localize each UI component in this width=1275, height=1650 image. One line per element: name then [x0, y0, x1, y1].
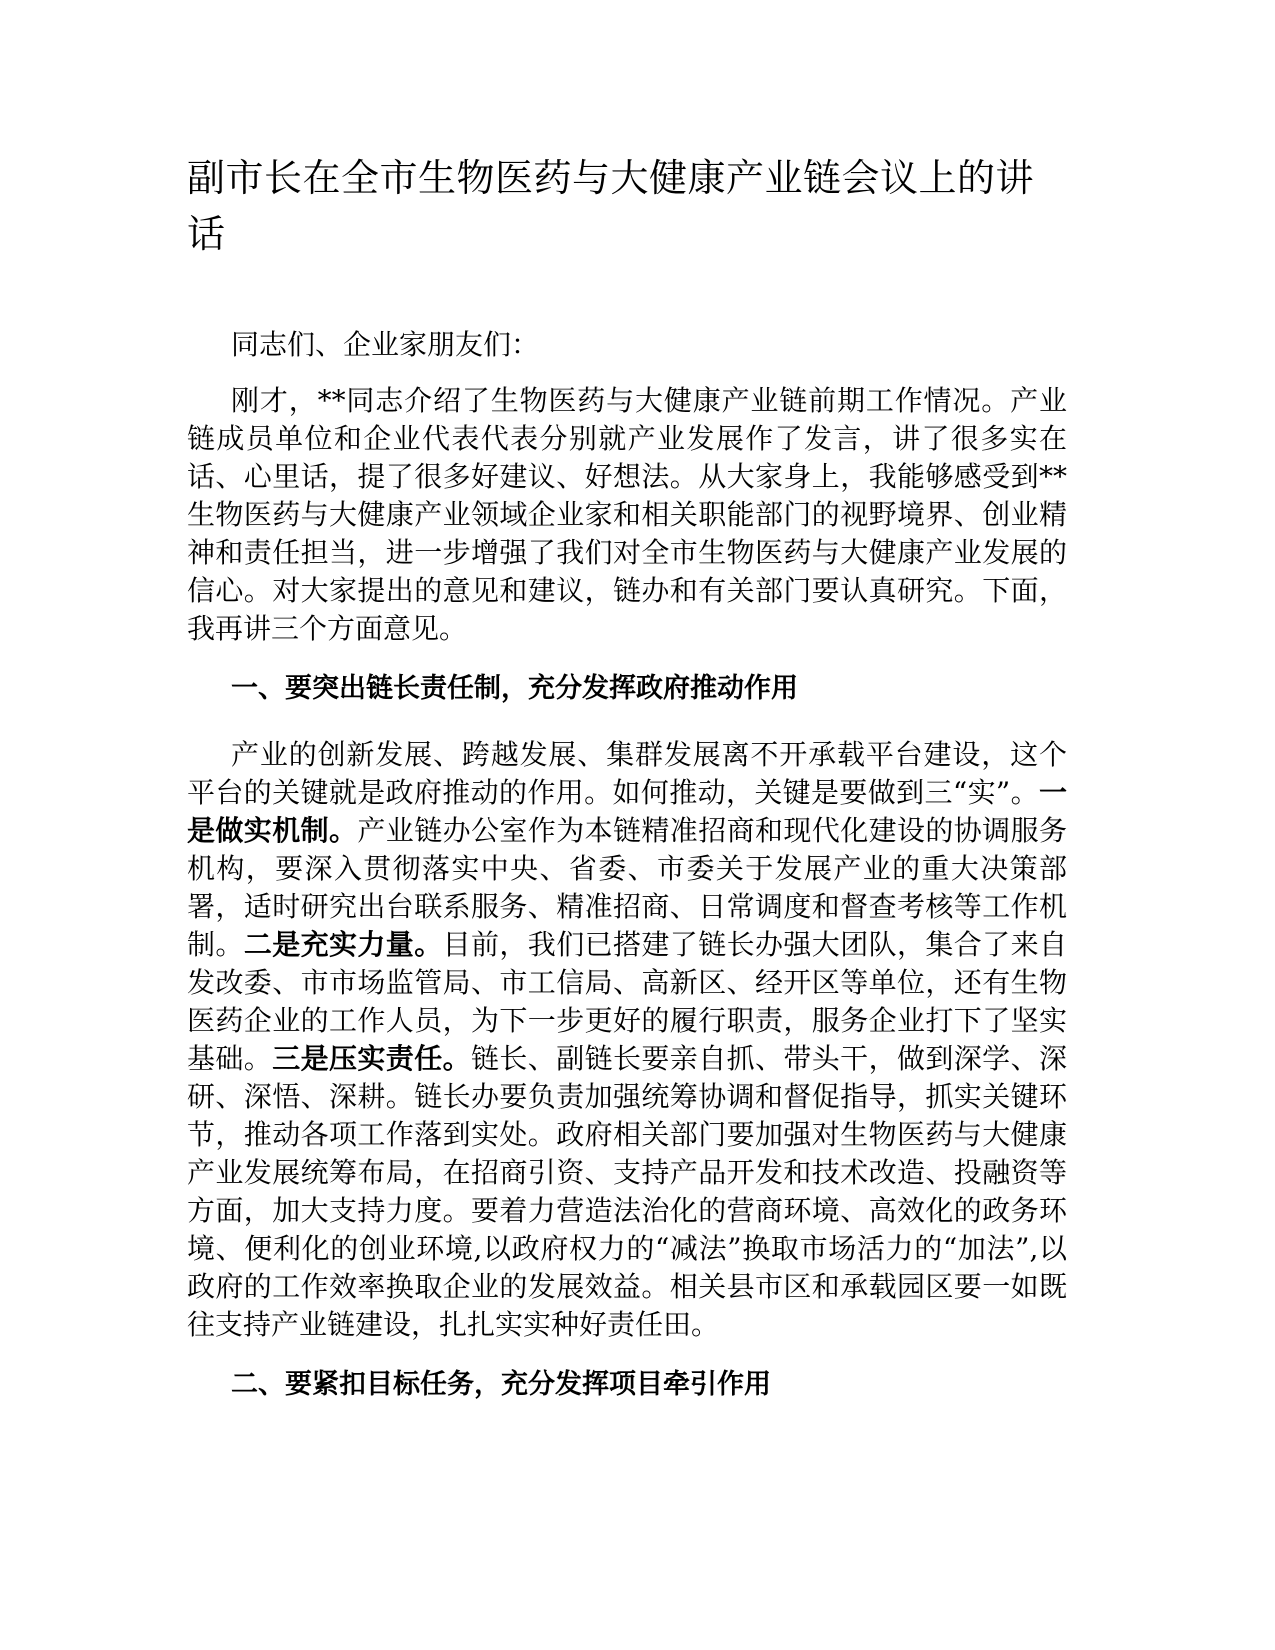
- section-1-paragraph: [187, 736, 1067, 1344]
- document-body: [187, 326, 1067, 1432]
- point-1-bold: 一是做实机制。: [187, 776, 1067, 847]
- point-2-text: 目前，我们已搭建了链长办强大团队，集合了来自发改委、市市场监管局、市工信局、高新区、经开区等单位，还有生物医药企业的工作人员，为下一步更好的履行职责，服务企业打下了坚实基础。: [187, 928, 1067, 1075]
- document-title: 副市长在全市生物医药与大健康产业链会议上的讲话: [187, 156, 1035, 256]
- point-3-text: 链长、副链长要亲自抓、带头干，做到深学、深研、深悟、深耕。链长办要负责加强统筹协调和督促指导，抓实关键环节，推动各项工作落到实处。政府相关部门要加强对生物医药与大健康产业发展统筹布局，在招商引资、支持产品开发和技术改造、投融资等方面，加大支持力度。要着力营造法治化的营商环境、高效化的政务环境、便利化的创业环境,以政府权力的“减法”换取市场活力的“加法”,以政府的工作效率换取企业的发展效益。相关县市区和承载园区要一如既往支持产业链建设，扎扎实实种好责任田。: [187, 1042, 1067, 1341]
- point-1-text: 产业链办公室作为本链精准招商和现代化建设的协调服务机构，要深入贯彻落实中央、省委、市委关于发展产业的重大决策部署，适时研究出台联系服务、精准招商、日常调度和督查考核等工作机制。: [187, 814, 1067, 961]
- greeting-paragraph: 同志们、企业家朋友们：: [231, 328, 540, 361]
- point-3-bold: 三是压实责任。: [272, 1042, 471, 1075]
- section-1-lead-text: 产业的创新发展、跨越发展、集群发展离不开承载平台建设，这个平台的关键就是政府推动的作用。如何推动，关键是要做到三“实”。: [187, 738, 1067, 809]
- intro-paragraph: 刚才，**同志介绍了生物医药与大健康产业链前期工作情况。产业链成员单位和企业代表代表分别就产业发展作了发言，讲了很多实在话、心里话，提了很多好建议、好想法。从大家身上，我能够感受到**生物医药与大健康产业领域企业家和相关职能部门的视野境界、创业精神和责任担当，进一步增强了我们对全市生物医药与大健康产业发展的信心。对大家提出的意见和建议，链办和有关部门要认真研究。下面，我再讲三个方面意见。: [187, 384, 1067, 645]
- point-2-bold: 二是充实力量。: [243, 928, 443, 961]
- section-2-heading: 二、要紧扣目标任务，充分发挥项目牵引作用: [231, 1369, 771, 1400]
- section-1-heading: 一、要突出链长责任制，充分发挥政府推动作用: [231, 673, 798, 704]
